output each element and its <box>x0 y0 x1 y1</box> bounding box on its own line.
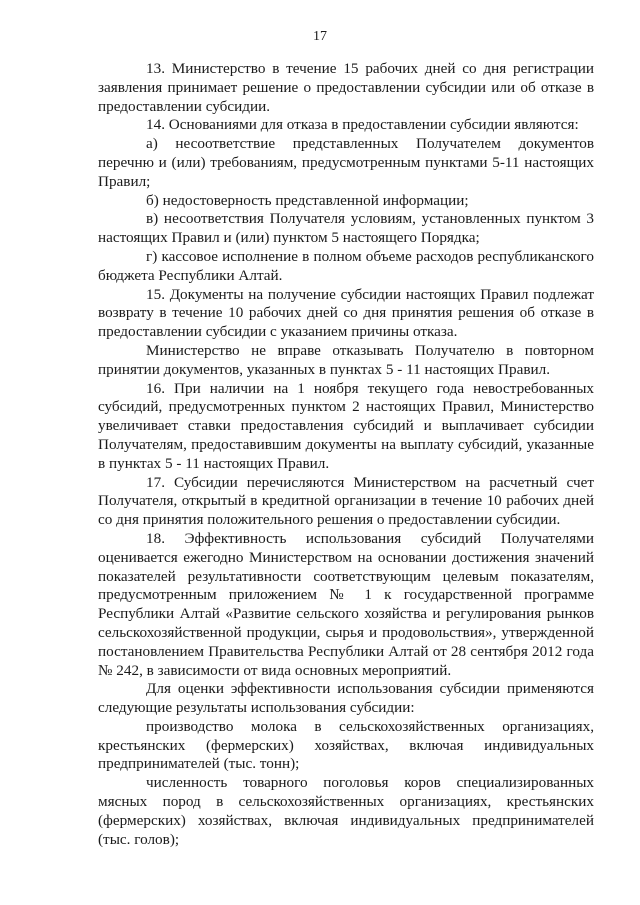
list-item-milk-production: производство молока в сельскохозяйственных организациях, крестьянских (фермерских) хозяйствах, включая индивидуальных предпринимателей (тыс. тонн); <box>98 717 594 773</box>
page-number: 17 <box>313 29 327 44</box>
paragraph-evaluation: Для оценки эффективности использования субсидии применяются следующие результаты использования субсидии: <box>98 680 594 717</box>
paragraph-14-b: б) недостоверность представленной информации; <box>146 191 469 209</box>
paragraph-14: 14. Основаниями для отказа в предоставлении субсидии являются: <box>146 116 579 134</box>
list-item-cattle-count: численность товарного поголовья коров специализированных мясных пород в сельскохозяйственных организациях, крестьянских (фермерских) хозяйствах, включая индивидуальных предпринимателей (тыс. голов); <box>98 774 594 848</box>
paragraph-14-a: а) несоответствие представленных Получателем документов перечню и (или) требованиям, предусмотренным пунктами 5-11 настоящих Правил; <box>98 135 594 190</box>
paragraph-15: 15. Документы на получение субсидии настоящих Правил подлежат возврату в течение 10 рабочих дней со дня принятия решения об отказе в предоставлении субсидии с указанием причины отказа. <box>98 285 594 341</box>
paragraph-14-v: в) несоответствия Получателя условиям, установленных пунктом 3 настоящих Правил и (или) пунктом 5 настоящего Порядка; <box>98 210 594 247</box>
paragraph-15-note: Министерство не вправе отказывать Получателю в повторном принятии документов, указанных в пунктах 5 - 11 настоящих Правил. <box>98 341 594 378</box>
paragraph-17: 17. Субсидии перечисляются Министерством на расчетный счет Получателя, открытый в кредитной организации в течение 10 рабочих дней со дня принятия положительного решения о предоставлении субсидии. <box>98 473 594 529</box>
paragraph-13: 13. Министерство в течение 15 рабочих дней со дня регистрации заявления принимает решение о предоставлении субсидии или об отказе в предоставлении субсидии. <box>98 60 594 115</box>
paragraph-18: 18. Эффективность использования субсидий Получателями оценивается ежегодно Министерством на основании достижения значений показателей результативности соответствующим целевым показателям, предусмотренным приложением № 1 к государственной программе Республики Алтай «Развитие сельского хозяйства и регулирования рынков сельскохозяйственной продукции, сырья и продовольствия», утвержденной постановлением Правительства Республики Алтай от 28 сентября 2012 года № 242, в зависимости от вида основных мероприятий. <box>98 529 594 679</box>
document-body <box>98 60 594 849</box>
paragraph-16: 16. При наличии на 1 ноября текущего года невостребованных субсидий, предусмотренных пунктом 2 настоящих Правил, Министерство увеличивает ставки предоставления субсидий и выплачивает субсидии Получателям, предоставившим документы на выплату субсидий, указанные в пунктах 5 - 11 настоящих Правил. <box>98 379 594 472</box>
paragraph-14-g: г) кассовое исполнение в полном объеме расходов республиканского бюджета Республики Алтай. <box>98 247 594 284</box>
